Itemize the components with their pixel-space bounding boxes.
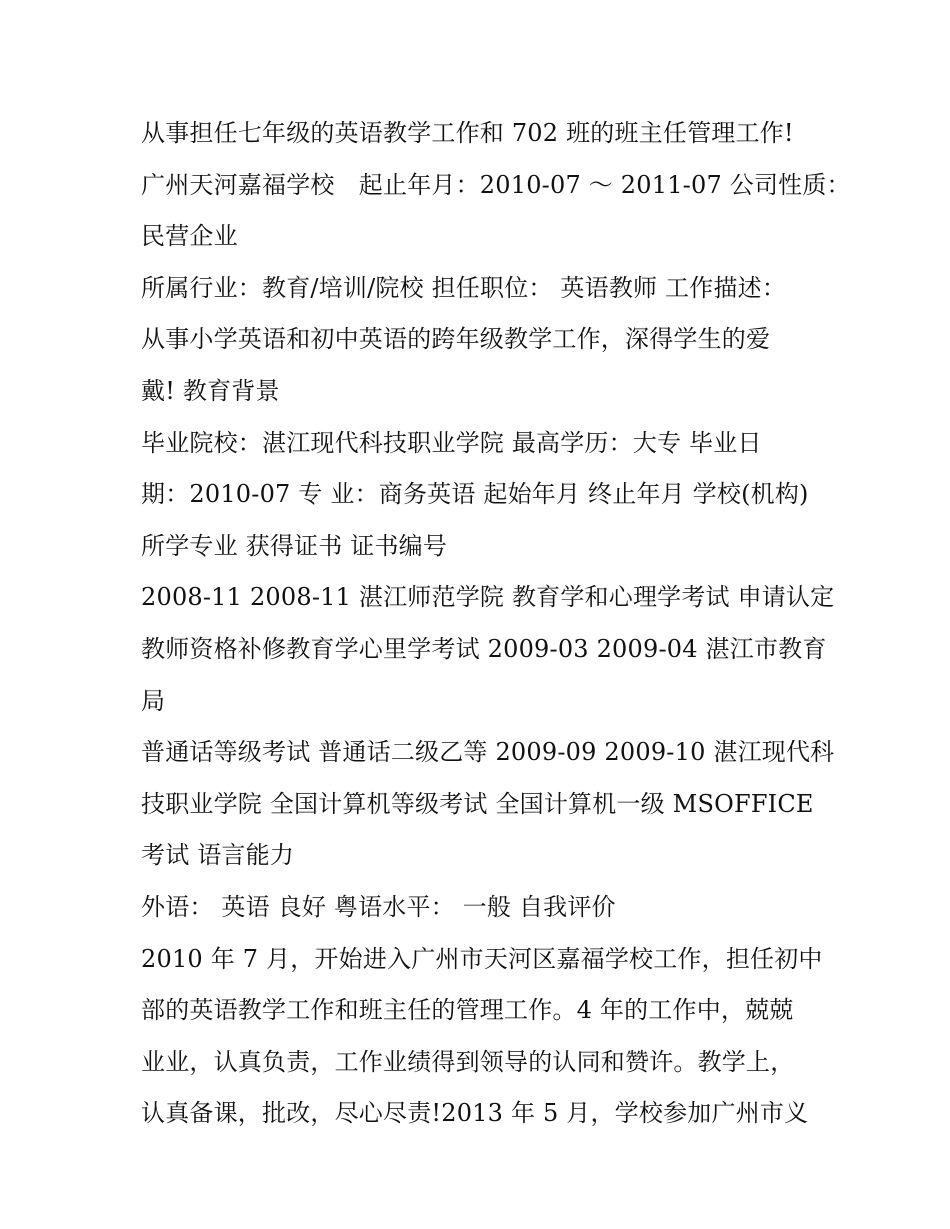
text-line: 局 (141, 686, 166, 715)
text-line: 考试 语言能力 (141, 841, 295, 870)
text-line: 戴! 教育背景 (141, 376, 280, 405)
text-line: 毕业院校：湛江现代科技职业学院 最高学历：大专 毕业日 (141, 428, 762, 457)
text-line: 教师资格补修教育学心里学考试 2009-03 2009-04 湛江市教育 (141, 634, 827, 663)
text-line: 所属行业：教育/培训/院校 担任职位： 英语教师 工作描述： (141, 273, 787, 302)
text-line: 民营企业 (141, 222, 238, 251)
text-line: 2008-11 2008-11 湛江师范学院 教育学和心理学考试 申请认定 (141, 583, 835, 612)
text-line: 期：2010-07 专 业：商务英语 起始年月 终止年月 学校(机构) (141, 480, 809, 509)
text-line: 从事小学英语和初中英语的跨年级教学工作，深得学生的爱 (141, 325, 771, 354)
text-line: 认真备课，批改，尽心尽责!2013 年 5 月，学校参加广州市义 (141, 1099, 809, 1128)
text-line: 技职业学院 全国计算机等级考试 全国计算机一级 MSOFFICE (141, 789, 814, 818)
text-line: 从事担任七年级的英语教学工作和 702 班的班主任管理工作! (141, 119, 794, 147)
text-line: 部的英语教学工作和班主任的管理工作。4 年的工作中，兢兢 (141, 996, 794, 1025)
text-line: 2010 年 7 月，开始进入广州市天河区嘉福学校工作，担任初中 (141, 944, 823, 973)
text-line: 外语： 英语 良好 粤语水平： 一般 自我评价 (141, 892, 616, 921)
document-body (141, 108, 851, 1140)
text-line: 业业，认真负责，工作业绩得到领导的认同和赞许。教学上， (141, 1047, 795, 1076)
text-line: 所学专业 获得证书 证书编号 (141, 531, 448, 560)
text-line: 普通话等级考试 普通话二级乙等 2009-09 2009-10 湛江现代科 (141, 738, 835, 767)
text-line: 广州天河嘉福学校 起止年月：2010-07 ～ 2011-07 公司性质： (141, 170, 851, 199)
